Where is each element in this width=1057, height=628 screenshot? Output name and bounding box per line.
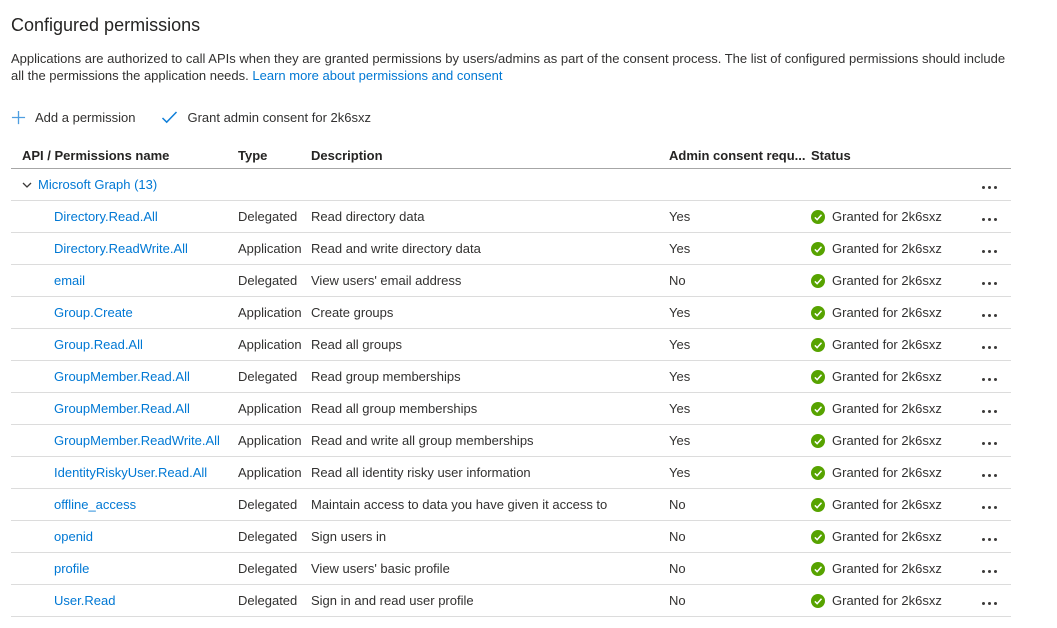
permission-name-cell [11, 465, 238, 480]
permission-type: Application [238, 305, 302, 320]
permission-type: Delegated [238, 369, 298, 384]
more-options-button[interactable] [980, 311, 999, 319]
admin-consent-required-value: No [669, 273, 686, 288]
permission-type: Delegated [238, 497, 298, 512]
more-options-button[interactable] [980, 279, 999, 287]
api-group-cell [11, 177, 238, 192]
group-actions-cell [961, 177, 1011, 192]
permission-type: Delegated [238, 273, 298, 288]
more-options-button[interactable] [980, 535, 999, 543]
api-group-link[interactable]: Microsoft Graph (13) [38, 177, 158, 192]
permission-name-link[interactable]: User.Read [54, 593, 116, 608]
granted-check-icon [811, 562, 825, 576]
more-options-button[interactable] [980, 183, 999, 191]
table-header-row [11, 142, 1011, 169]
permission-name-cell [11, 433, 238, 448]
permission-name-cell [11, 337, 238, 352]
more-options-button[interactable] [980, 567, 999, 575]
row-actions-cell [961, 465, 1011, 480]
row-actions-cell [961, 273, 1011, 288]
granted-check-icon [811, 466, 825, 480]
permission-description: Read group memberships [311, 369, 461, 384]
row-actions-cell [961, 433, 1011, 448]
admin-consent-required-value: Yes [669, 433, 691, 448]
permission-name-link[interactable]: Directory.Read.All [54, 209, 158, 224]
more-options-button[interactable] [980, 343, 999, 351]
permission-name-cell [11, 497, 238, 512]
permission-name-cell [11, 369, 238, 384]
grant-admin-consent-label: Grant admin consent for 2k6sxz [187, 109, 371, 125]
row-actions-cell [961, 561, 1011, 576]
more-options-button[interactable] [980, 503, 999, 511]
granted-check-icon [811, 242, 825, 256]
permission-name-cell [11, 273, 238, 288]
granted-check-icon [811, 402, 825, 416]
permission-row [11, 233, 1011, 265]
granted-check-icon [811, 338, 825, 352]
column-header-api-permissions-name[interactable]: API / Permissions name [22, 147, 170, 163]
row-actions-cell [961, 401, 1011, 416]
permission-name-link[interactable]: Group.Read.All [54, 337, 143, 352]
row-actions-cell [961, 337, 1011, 352]
permission-description: Read all identity risky user information [311, 465, 531, 480]
permission-description: Read directory data [311, 209, 425, 224]
permission-row [11, 457, 1011, 489]
status-text: Granted for 2k6sxz [832, 593, 942, 608]
admin-consent-required-value: Yes [669, 209, 691, 224]
status-cell [811, 529, 961, 544]
status-text: Granted for 2k6sxz [832, 305, 942, 320]
permission-name-link[interactable]: profile [54, 561, 90, 576]
more-options-icon [982, 474, 997, 477]
page-description [11, 51, 1021, 84]
permission-row [11, 393, 1011, 425]
more-options-icon [982, 538, 997, 541]
permission-name-cell [11, 305, 238, 320]
page-description-text: Applications are authorized to call APIs when they are granted permissions by users/admins as part of the consent process. The list of configured permissions should include all the permissions the application needs. [11, 51, 1006, 83]
permission-description: Read all groups [311, 337, 403, 352]
more-options-icon [982, 442, 997, 445]
row-actions-cell [961, 305, 1011, 320]
check-icon [161, 111, 178, 124]
status-cell [811, 593, 961, 608]
permission-name-link[interactable]: Directory.ReadWrite.All [54, 241, 188, 256]
admin-consent-required-value: Yes [669, 401, 691, 416]
admin-consent-required-value: No [669, 561, 686, 576]
permission-name-cell [11, 529, 238, 544]
row-actions-cell [961, 593, 1011, 608]
row-actions-cell [961, 241, 1011, 256]
grant-admin-consent-button[interactable] [161, 110, 371, 125]
more-options-icon [982, 378, 997, 381]
column-header-description[interactable]: Description [311, 147, 383, 163]
more-options-icon [982, 314, 997, 317]
status-text: Granted for 2k6sxz [832, 497, 942, 512]
permission-type: Application [238, 337, 302, 352]
more-options-icon [982, 346, 997, 349]
permission-description: Read all group memberships [311, 401, 478, 416]
permission-row [11, 489, 1011, 521]
status-cell [811, 305, 961, 320]
permission-row [11, 201, 1011, 233]
permission-name-link[interactable]: GroupMember.Read.All [54, 401, 190, 416]
granted-check-icon [811, 530, 825, 544]
add-permission-label: Add a permission [35, 109, 136, 125]
permission-description: View users' basic profile [311, 561, 450, 576]
status-cell [811, 273, 961, 288]
permission-row [11, 361, 1011, 393]
more-options-button[interactable] [980, 375, 999, 383]
status-cell [811, 433, 961, 448]
permission-type: Application [238, 241, 302, 256]
permission-description: Create groups [311, 305, 394, 320]
status-cell [811, 337, 961, 352]
status-cell [811, 561, 961, 576]
permission-description: Sign in and read user profile [311, 593, 474, 608]
permission-description: Read and write all group memberships [311, 433, 534, 448]
permission-name-link[interactable]: IdentityRiskyUser.Read.All [54, 465, 208, 480]
more-options-icon [982, 602, 997, 605]
api-group-row-microsoft-graph [11, 169, 1011, 201]
status-text: Granted for 2k6sxz [832, 401, 942, 416]
granted-check-icon [811, 498, 825, 512]
status-text: Granted for 2k6sxz [832, 561, 942, 576]
permission-name-link[interactable]: Group.Create [54, 305, 133, 320]
permission-name-cell [11, 561, 238, 576]
granted-check-icon [811, 594, 825, 608]
admin-consent-required-value: Yes [669, 369, 691, 384]
permission-name-link[interactable]: GroupMember.Read.All [54, 369, 190, 384]
status-cell [811, 401, 961, 416]
status-text: Granted for 2k6sxz [832, 337, 942, 352]
admin-consent-required-value: No [669, 497, 686, 512]
column-header-admin-consent-required[interactable]: Admin consent requ... [669, 147, 806, 163]
permission-type: Application [238, 433, 302, 448]
granted-check-icon [811, 210, 825, 224]
permission-description: View users' email address [311, 273, 462, 288]
row-actions-cell [961, 369, 1011, 384]
status-cell [811, 241, 961, 256]
permission-row [11, 329, 1011, 361]
permission-row [11, 585, 1011, 617]
permissions-table [11, 142, 1011, 617]
permission-type: Delegated [238, 529, 298, 544]
admin-consent-required-value: Yes [669, 465, 691, 480]
permission-row [11, 265, 1011, 297]
permission-description: Maintain access to data you have given it access to [311, 497, 608, 512]
more-options-icon [982, 218, 997, 221]
more-options-button[interactable] [980, 247, 999, 255]
permission-row [11, 425, 1011, 457]
more-options-button[interactable] [980, 215, 999, 223]
permission-type: Application [238, 465, 302, 480]
more-options-icon [982, 250, 997, 253]
permission-name-cell [11, 593, 238, 608]
granted-check-icon [811, 274, 825, 288]
row-actions-cell [961, 209, 1011, 224]
more-options-icon [982, 186, 997, 189]
permission-type: Delegated [238, 561, 298, 576]
admin-consent-required-value: Yes [669, 241, 691, 256]
permission-type: Delegated [238, 593, 298, 608]
admin-consent-required-value: No [669, 529, 686, 544]
learn-more-link[interactable]: Learn more about permissions and consent [252, 67, 503, 83]
permission-name-cell [11, 209, 238, 224]
command-bar [11, 104, 1047, 130]
status-cell [811, 465, 961, 480]
permission-type: Application [238, 401, 302, 416]
column-header-type[interactable]: Type [238, 147, 268, 163]
permission-description: Read and write directory data [311, 241, 481, 256]
permission-type: Delegated [238, 209, 298, 224]
more-options-button[interactable] [980, 439, 999, 447]
permission-name-cell [11, 401, 238, 416]
status-text: Granted for 2k6sxz [832, 209, 942, 224]
plus-icon [11, 110, 26, 125]
admin-consent-required-value: Yes [669, 337, 691, 352]
row-actions-cell [961, 529, 1011, 544]
table-body [11, 201, 1011, 617]
more-options-button[interactable] [980, 471, 999, 479]
more-options-icon [982, 282, 997, 285]
status-cell [811, 209, 961, 224]
add-permission-button[interactable] [11, 110, 135, 125]
status-text: Granted for 2k6sxz [832, 433, 942, 448]
permission-description: Sign users in [311, 529, 387, 544]
granted-check-icon [811, 434, 825, 448]
column-header-status[interactable]: Status [811, 147, 851, 163]
granted-check-icon [811, 306, 825, 320]
more-options-button[interactable] [980, 407, 999, 415]
permission-row [11, 297, 1011, 329]
more-options-icon [982, 410, 997, 413]
status-text: Granted for 2k6sxz [832, 465, 942, 480]
permission-name-link[interactable]: offline_access [54, 497, 137, 512]
permission-row [11, 553, 1011, 585]
chevron-down-icon[interactable] [21, 179, 33, 191]
page-title: Configured permissions [11, 15, 201, 35]
status-cell [811, 497, 961, 512]
permission-name-link[interactable]: openid [54, 529, 94, 544]
row-actions-cell [961, 497, 1011, 512]
more-options-icon [982, 506, 997, 509]
admin-consent-required-value: No [669, 593, 686, 608]
permission-name-link[interactable]: email [54, 273, 86, 288]
status-cell [811, 369, 961, 384]
more-options-button[interactable] [980, 599, 999, 607]
status-text: Granted for 2k6sxz [832, 273, 942, 288]
permission-row [11, 521, 1011, 553]
permission-name-cell [11, 241, 238, 256]
status-text: Granted for 2k6sxz [832, 369, 942, 384]
permission-name-link[interactable]: GroupMember.ReadWrite.All [54, 433, 220, 448]
status-text: Granted for 2k6sxz [832, 241, 942, 256]
status-text: Granted for 2k6sxz [832, 529, 942, 544]
admin-consent-required-value: Yes [669, 305, 691, 320]
more-options-icon [982, 570, 997, 573]
granted-check-icon [811, 370, 825, 384]
